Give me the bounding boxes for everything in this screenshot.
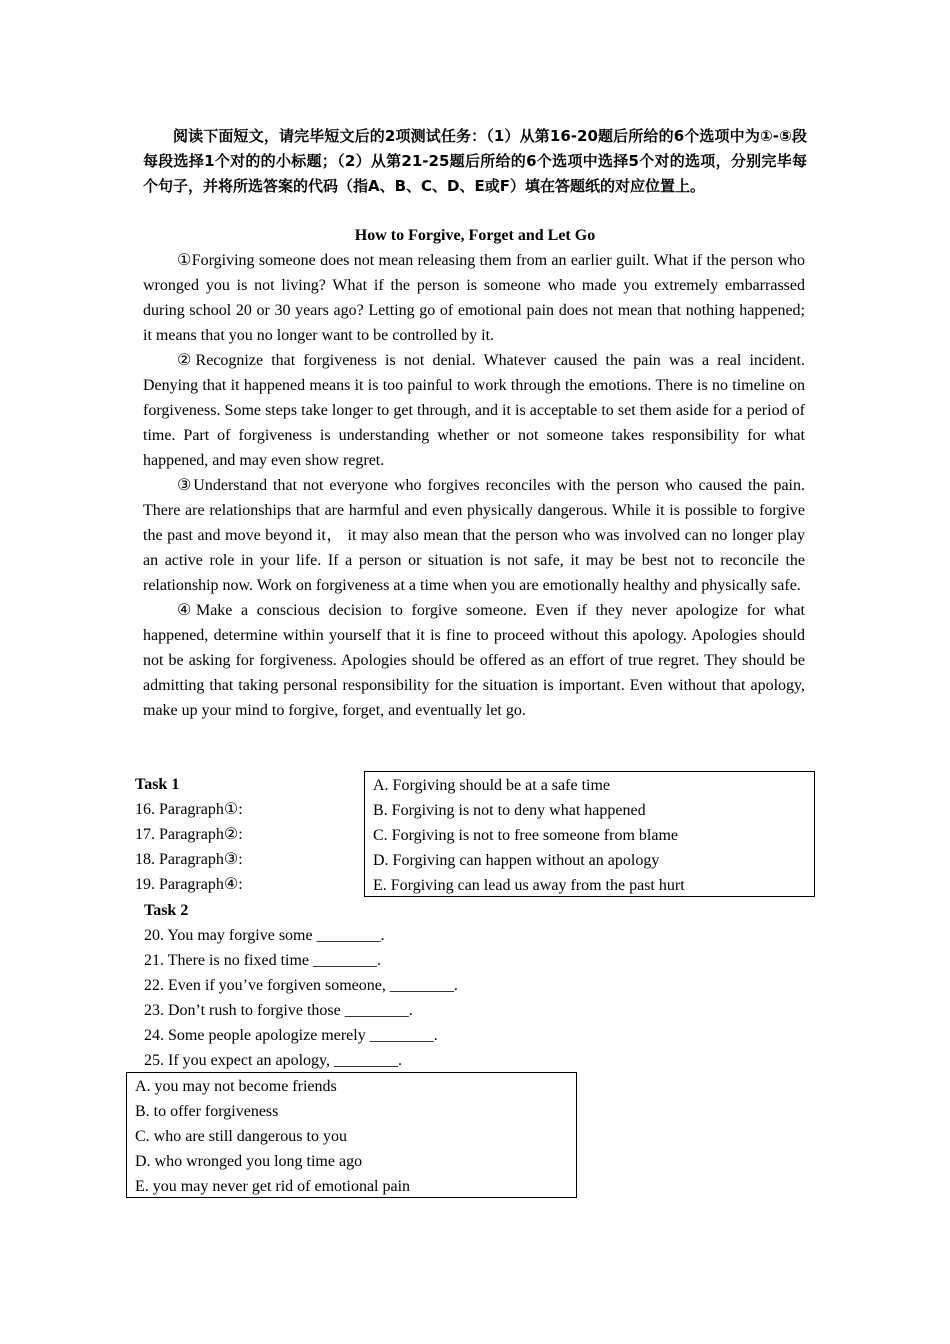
task2-question-23: 23. Don’t rush to forgive those ________. bbox=[144, 1002, 413, 1019]
task2-options-box bbox=[126, 1072, 577, 1198]
task1-question-18: 18. Paragraph③: bbox=[135, 851, 243, 868]
task1-question-19: 19. Paragraph④: bbox=[135, 876, 243, 893]
task1-option-a: A. Forgiving should be at a safe time bbox=[373, 777, 610, 794]
task1-option-e: E. Forgiving can lead us away from the past hurt bbox=[373, 877, 685, 894]
task2-label: Task 2 bbox=[144, 902, 189, 919]
passage-title: How to Forgive, Forget and Let Go bbox=[354, 227, 596, 244]
passage-body bbox=[143, 248, 805, 723]
task2-question-24: 24. Some people apologize merely ________. bbox=[144, 1027, 438, 1044]
task2-question-25: 25. If you expect an apology, ________. bbox=[144, 1052, 403, 1069]
task2-option-c: C. who are still dangerous to you bbox=[135, 1128, 347, 1145]
task2-option-d: D. who wronged you long time ago bbox=[135, 1153, 363, 1170]
task1-label: Task 1 bbox=[135, 776, 180, 793]
task1-option-d: D. Forgiving can happen without an apology bbox=[373, 852, 660, 869]
paragraph-3: ③Understand that not everyone who forgives reconciles with the person who caused the pain. There are relationships that are harmful and even physically dangerous. While it is possible to forgive the past and move beyond it， it may also mean that the person who was involved can no longer play an active role in your life. If a person or situation is not safe, it may be best not to reconcile the relationship now. Work on forgiveness at a time when you are emotionally healthy and physically safe. bbox=[143, 477, 805, 594]
paragraph-2: ②Recognize that forgiveness is not denial. Whatever caused the pain was a real incident. Denying that it happened means it is too painful to work through the emotions. There is no timeline on forgiveness. Some steps take longer to get through, and it is acceptable to set them aside for a period of time. Part of forgiveness is understanding whether or not someone takes responsibility for what happened, and may even show regret. bbox=[143, 352, 805, 469]
task1-option-b: B. Forgiving is not to deny what happened bbox=[373, 802, 646, 819]
task2-option-b: B. to offer forgiveness bbox=[135, 1103, 279, 1120]
task1-question-16: 16. Paragraph①: bbox=[135, 801, 243, 818]
task2-option-a: A. you may not become friends bbox=[135, 1078, 337, 1095]
instructions-text: 阅读下面短文，请完毕短文后的2项测试任务：（1）从第16-20题后所给的6个选项中为①-⑤段每段选择1个对的的小标题；（2）从第21-25题后所给的6个选项中选择5个对的选项，分别完毕每个句子，并将所选答案的代码（指A、B、C、D、E或F）填在答题纸的对应位置上。 bbox=[143, 127, 807, 195]
task2-question-21: 21. There is no fixed time ________. bbox=[144, 952, 381, 969]
paragraph-1: ①Forgiving someone does not mean releasing them from an earlier guilt. What if the person who wronged you is not living? What if the person is someone who made you extremely embarrassed during school 20 or 30 years ago? Letting go of emotional pain does not mean that nothing happened; it means that you no longer want to be controlled by it. bbox=[143, 252, 805, 344]
task1-question-list bbox=[135, 797, 243, 897]
task1-question-17: 17. Paragraph②: bbox=[135, 826, 243, 843]
paragraph-4: ④Make a conscious decision to forgive someone. Even if they never apologize for what happened, determine within yourself that it is fine to proceed without this apology. Apologies should not be asking for forgiveness. Apologies should be offered as an effort of true regret. They should be admitting that taking personal responsibility for the situation is important. Even without that apology, make up your mind to forgive, forget, and eventually let go. bbox=[143, 602, 805, 719]
task1-option-c: C. Forgiving is not to free someone from blame bbox=[373, 827, 678, 844]
task2-option-e: E. you may never get rid of emotional pain bbox=[135, 1178, 411, 1195]
task2-question-list bbox=[144, 923, 458, 1073]
task2-question-22: 22. Even if you’ve forgiven someone, ________. bbox=[144, 977, 458, 994]
task2-question-20: 20. You may forgive some ________. bbox=[144, 927, 385, 944]
task1-options-box bbox=[364, 771, 815, 897]
